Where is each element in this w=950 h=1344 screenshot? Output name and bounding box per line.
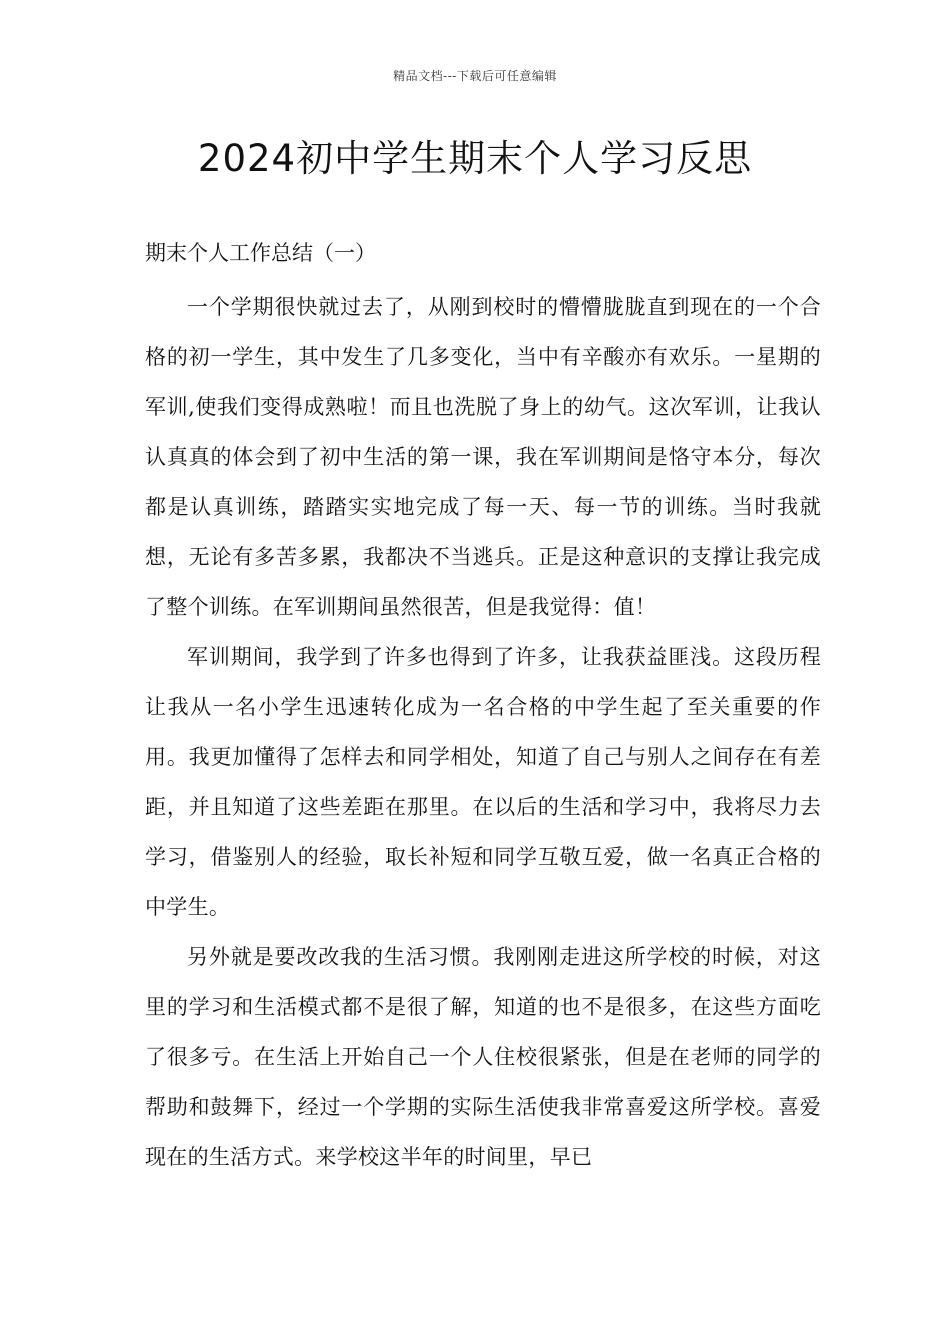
document-title: 2024初中学生期末个人学习反思: [197, 137, 753, 180]
paragraph-2: 军训期间，我学到了许多也得到了许多，让我获益匪浅。这段历程让我从一名小学生迅速转化成为一名合格的中学生起了至关重要的作用。我更加懂得了怎样去和同学相处，知道了自己与别人之间存在有差距，并且知道了这些差距在那里。在以后的生活和学习中，我将尽力去学习，借鉴别人的经验，取长补短和同学互敬互爱，做一名真正合格的中学生。: [145, 645, 821, 919]
section-heading: 期末个人工作总结（一）: [145, 241, 376, 265]
document-body: [145, 282, 821, 1182]
paragraph-1: 一个学期很快就过去了，从刚到校时的懵懵胧胧直到现在的一个合格的初一学生，其中发生了几多变化，当中有辛酸亦有欢乐。一星期的军训,使我们变得成熟啦！而且也洗脱了身上的幼气。这次军训，让我认认真真的体会到了初中生活的第一课，我在军训期间是恪守本分，每次都是认真训练，踏踏实实地完成了每一天、每一节的训练。当时我就想，无论有多苦多累，我都决不当逃兵。正是这种意识的支撑让我完成了整个训练。在军训期间虽然很苦，但是我觉得：值！: [145, 295, 821, 619]
paragraph-3: 另外就是要改改我的生活习惯。我刚刚走进这所学校的时候，对这里的学习和生活模式都不是很了解，知道的也不是很多，在这些方面吃了很多亏。在生活上开始自己一个人住校很紧张，但是在老师的同学的帮助和鼓舞下，经过一个学期的实际生活使我非常喜爱这所学校。喜爱现在的生活方式。来学校这半年的时间里，早已: [145, 945, 821, 1169]
header-note: 精品文档---下载后可任意编辑: [393, 69, 557, 83]
